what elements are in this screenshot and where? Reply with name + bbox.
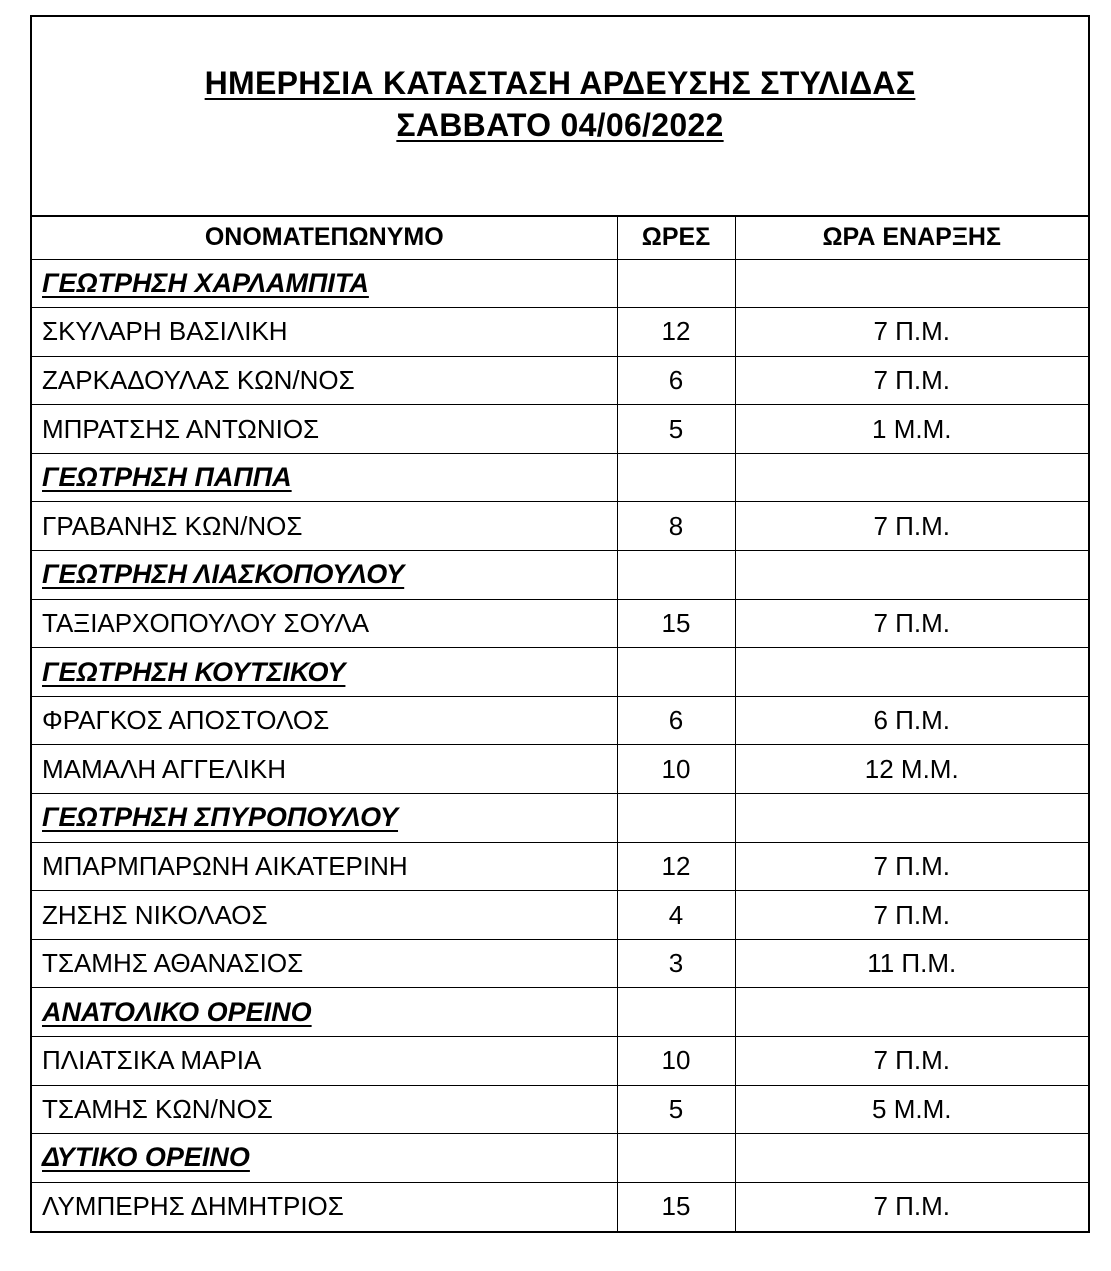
cell-name: ΜΠΡΑΤΣΗΣ ΑΝΤΩΝΙΟΣ: [32, 405, 617, 454]
cell-hours: [617, 988, 735, 1037]
cell-start-time: [735, 551, 1088, 600]
cell-start-time: [735, 1134, 1088, 1183]
table-row: [32, 842, 1088, 891]
cell-hours: [617, 1134, 735, 1183]
cell-name: ΖΑΡΚΑΔΟΥΛΑΣ ΚΩΝ/ΝΟΣ: [32, 356, 617, 405]
cell-start-time: 6 Π.Μ.: [735, 696, 1088, 745]
cell-start-time: 12 Μ.Μ.: [735, 745, 1088, 794]
cell-start-time: 11 Π.Μ.: [735, 939, 1088, 988]
cell-hours: [617, 551, 735, 600]
title-block: [32, 17, 1088, 217]
cell-hours: [617, 259, 735, 308]
section-title: ΓΕΩΤΡΗΣΗ ΣΠΥΡΟΠΟΥΛΟΥ: [32, 794, 617, 843]
cell-hours: 15: [617, 1182, 735, 1231]
cell-start-time: [735, 794, 1088, 843]
cell-start-time: 7 Π.Μ.: [735, 891, 1088, 940]
table-row: [32, 745, 1088, 794]
header-name: ΟΝΟΜΑΤΕΠΩΝΥΜΟ: [32, 217, 617, 259]
cell-name: ΤΑΞΙΑΡΧΟΠΟΥΛΟΥ ΣΟΥΛΑ: [32, 599, 617, 648]
table-row: [32, 502, 1088, 551]
cell-start-time: [735, 648, 1088, 697]
cell-hours: 8: [617, 502, 735, 551]
section-row: [32, 988, 1088, 1037]
table-row: [32, 1085, 1088, 1134]
cell-name: ΦΡΑΓΚΟΣ ΑΠΟΣΤΟΛΟΣ: [32, 696, 617, 745]
cell-start-time: [735, 988, 1088, 1037]
cell-start-time: 7 Π.Μ.: [735, 502, 1088, 551]
table-row: [32, 696, 1088, 745]
cell-hours: 12: [617, 842, 735, 891]
cell-hours: 5: [617, 1085, 735, 1134]
cell-hours: 6: [617, 696, 735, 745]
cell-hours: 12: [617, 308, 735, 357]
cell-start-time: 5 Μ.Μ.: [735, 1085, 1088, 1134]
cell-hours: [617, 794, 735, 843]
cell-start-time: 1 Μ.Μ.: [735, 405, 1088, 454]
table-row: [32, 891, 1088, 940]
schedule-table: [32, 217, 1088, 1231]
cell-start-time: 7 Π.Μ.: [735, 1037, 1088, 1086]
document-date: ΣΑΒΒΑΤΟ 04/06/2022: [396, 107, 724, 143]
cell-hours: 10: [617, 1037, 735, 1086]
cell-name: ΖΗΣΗΣ ΝΙΚΟΛΑΟΣ: [32, 891, 617, 940]
cell-start-time: 7 Π.Μ.: [735, 842, 1088, 891]
cell-hours: 3: [617, 939, 735, 988]
irrigation-schedule-sheet: [30, 15, 1090, 1233]
section-row: [32, 259, 1088, 308]
cell-hours: 15: [617, 599, 735, 648]
section-title: ΔΥΤΙΚΟ ΟΡΕΙΝΟ: [32, 1134, 617, 1183]
section-row: [32, 648, 1088, 697]
cell-start-time: 7 Π.Μ.: [873, 1191, 951, 1222]
cell-start-time: 7 Π.Μ.: [735, 599, 1088, 648]
cell-start-time: 7 Π.Μ.: [735, 308, 1088, 357]
section-title: ΓΕΩΤΡΗΣΗ ΠΑΠΠΑ: [32, 453, 617, 502]
table-row: [32, 308, 1088, 357]
cell-name: ΓΡΑΒΑΝΗΣ ΚΩΝ/ΝΟΣ: [32, 502, 617, 551]
cell-hours: 10: [617, 745, 735, 794]
cell-start-time: [735, 453, 1088, 502]
cell-name: ΜΠΑΡΜΠΑΡΩΝΗ ΑΙΚΑΤΕΡΙΝΗ: [32, 842, 617, 891]
section-row: [32, 453, 1088, 502]
cell-name: ΤΣΑΜΗΣ ΚΩΝ/ΝΟΣ: [32, 1085, 617, 1134]
cell-start-time: [735, 259, 1088, 308]
cell-start-time: 7 Π.Μ.: [735, 356, 1088, 405]
cell-name: ΛΥΜΠΕΡΗΣ ΔΗΜΗΤΡΙΟΣ: [32, 1182, 617, 1231]
cell-name: ΠΛΙΑΤΣΙΚΑ ΜΑΡΙΑ: [32, 1037, 617, 1086]
header-start-time: ΩΡΑ ΕΝΑΡΞΗΣ: [735, 217, 1088, 259]
cell-hours: [617, 648, 735, 697]
section-title: ΑΝΑΤΟΛΙΚΟ ΟΡΕΙΝΟ: [32, 988, 617, 1037]
section-row: [32, 794, 1088, 843]
table-row: [32, 1182, 1088, 1231]
cell-hours: 5: [617, 405, 735, 454]
cell-hours: 6: [617, 356, 735, 405]
section-title: ΓΕΩΤΡΗΣΗ ΛΙΑΣΚΟΠΟΥΛΟΥ: [32, 551, 617, 600]
table-row: [32, 939, 1088, 988]
header-hours: ΩΡΕΣ: [617, 217, 735, 259]
section-row: [32, 551, 1088, 600]
section-title: ΓΕΩΤΡΗΣΗ ΚΟΥΤΣΙΚΟΥ: [32, 648, 617, 697]
cell-name: ΤΣΑΜΗΣ ΑΘΑΝΑΣΙΟΣ: [32, 939, 617, 988]
cell-name: ΜΑΜΑΛΗ ΑΓΓΕΛΙΚΗ: [32, 745, 617, 794]
table-row: [32, 356, 1088, 405]
table-row: [32, 405, 1088, 454]
document-title: ΗΜΕΡΗΣΙΑ ΚΑΤΑΣΤΑΣΗ ΑΡΔΕΥΣΗΣ ΣΤΥΛΙΔΑΣ: [204, 65, 916, 102]
cell-name: ΣΚΥΛΑΡΗ ΒΑΣΙΛΙΚΗ: [32, 308, 617, 357]
cell-hours: 4: [617, 891, 735, 940]
section-title: ΓΕΩΤΡΗΣΗ ΧΑΡΛΑΜΠΙΤΑ: [32, 259, 617, 308]
table-row: [32, 599, 1088, 648]
cell-hours: [617, 453, 735, 502]
section-row: [32, 1134, 1088, 1183]
table-row: [32, 1037, 1088, 1086]
table-header-row: [32, 217, 1088, 259]
